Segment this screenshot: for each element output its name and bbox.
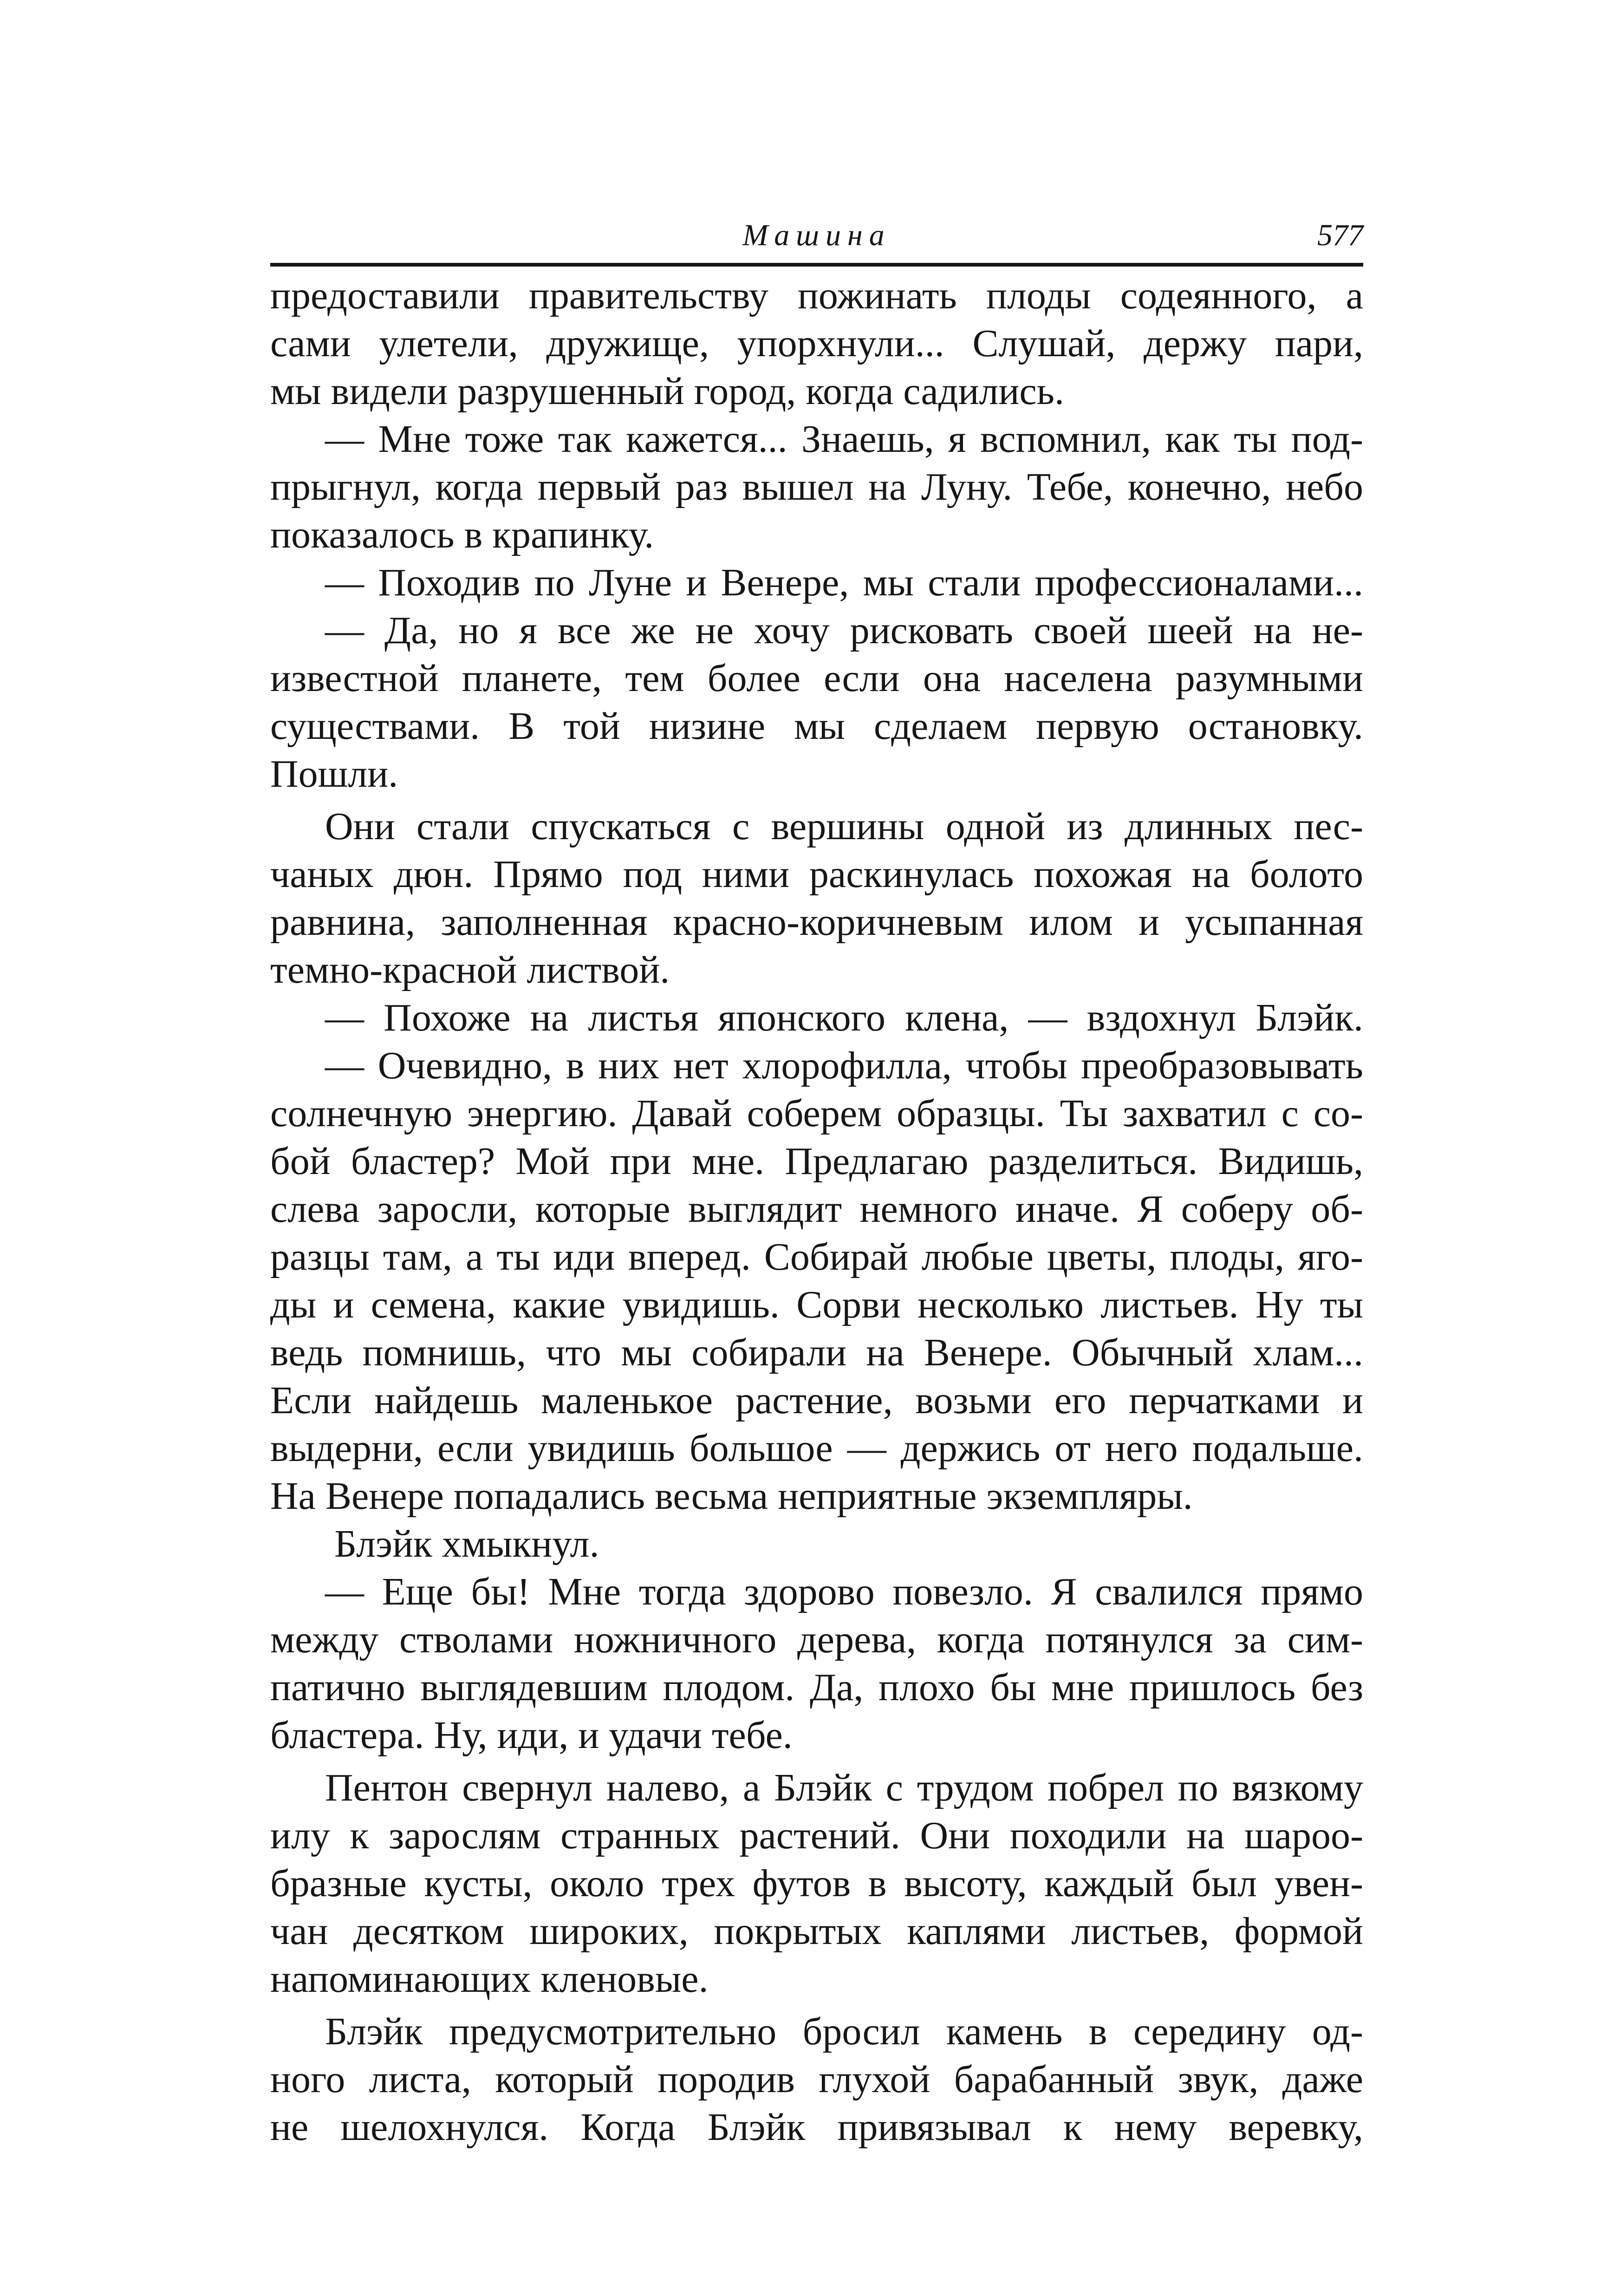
page-number: 577: [1317, 218, 1363, 252]
text-line: ведь помнишь, что мы собирали на Венере. Обычный хлам...: [270, 1331, 1363, 1374]
text-line: чаных дюн. Прямо под ними раскинулась похожая на болото: [270, 853, 1363, 896]
text-line: Блэйк хмыкнул.: [334, 1522, 599, 1565]
text-line: известной планете, тем более если она населена разумными: [270, 657, 1363, 700]
text-line: илу к зарослям странных растений. Они походили на шароо-: [270, 1814, 1363, 1857]
body-text: [270, 272, 1363, 2151]
text-line: солнечную энергию. Давай соберем образцы. Ты захватил с со-: [270, 1092, 1363, 1135]
text-line: бластера. Ну, иди, и удачи тебе.: [270, 1714, 793, 1757]
text-line: чан десятком широких, покрытых каплями листьев, формой: [270, 1910, 1363, 1953]
text-line: равнина, заполненная красно-коричневым илом и усыпанная: [270, 900, 1363, 944]
text-line: — Да, но я все же не хочу рисковать своей шеей на не-: [325, 609, 1363, 652]
text-line: бразные кусты, около трех футов в высоту, каждый был увен-: [270, 1862, 1363, 1905]
text-line: слева заросли, которые выглядит немного иначе. Я соберу об-: [270, 1187, 1363, 1231]
text-line: — Походив по Луне и Венере, мы стали профессионалами...: [325, 561, 1363, 604]
running-head: [270, 210, 1363, 261]
text-line: разцы там, а ты иди вперед. Собирай любые цветы, плоды, яго-: [270, 1235, 1363, 1278]
text-line: На Венере попадались весьма неприятные экземпляры.: [270, 1474, 1193, 1518]
text-line: напоминающих кленовые.: [270, 1957, 709, 2001]
text-line: Пентон свернул налево, а Блэйк с трудом побрел по вязкому: [325, 1766, 1363, 1809]
text-line: — Еще бы! Мне тогда здорово повезло. Я свалился прямо: [325, 1570, 1363, 1613]
text-line: выдерни, если увидишь большое — держись от него подальше.: [270, 1427, 1363, 1470]
text-line: прыгнул, когда первый раз вышел на Луну. Тебе, конечно, небо: [270, 465, 1363, 509]
text-line: — Мне тоже так кажется... Знаешь, я вспомнил, как ты под-: [325, 417, 1363, 461]
text-line: — Очевидно, в них нет хлорофилла, чтобы преобразовывать: [325, 1044, 1363, 1087]
text-line: бой бластер? Мой при мне. Предлагаю разделиться. Видишь,: [270, 1140, 1363, 1183]
text-line: мы видели разрушенный город, когда садились.: [270, 370, 1064, 413]
header-rule: [270, 263, 1363, 267]
text-line: — Похоже на листья японского клена, — вздохнул Блэйк.: [325, 996, 1363, 1039]
text-line: Если найдешь маленькое растение, возьми его перчатками и: [270, 1379, 1363, 1422]
text-line: между стволами ножничного дерева, когда потянулся за сим-: [270, 1618, 1363, 1661]
text-line: патично выглядевшим плодом. Да, плохо бы мне пришлось без: [270, 1666, 1363, 1709]
text-line: ного листа, который породив глухой барабанный звук, даже: [270, 2058, 1363, 2101]
text-line: предоставили правительству пожинать плоды содеянного, а: [270, 274, 1363, 317]
text-line: Блэйк предусмотрительно бросил камень в середину од-: [325, 2010, 1363, 2053]
text-line: не шелохнулся. Когда Блэйк привязывал к нему веревку,: [270, 2106, 1363, 2149]
text-line: темно-красной листвой.: [270, 948, 670, 991]
text-line: показалось в крапинку.: [270, 513, 654, 556]
text-line: ды и семена, какие увидишь. Сорви несколько листьев. Ну ты: [270, 1283, 1363, 1326]
running-title: Машина: [742, 218, 891, 252]
text-line: Они стали спускаться с вершины одной из длинных пес-: [325, 805, 1363, 848]
text-line: сами улетели, дружище, упорхнули... Слушай, держу пари,: [270, 322, 1363, 365]
text-line: Пошли.: [270, 752, 398, 796]
text-line: существами. В той низине мы сделаем первую остановку.: [270, 704, 1363, 748]
